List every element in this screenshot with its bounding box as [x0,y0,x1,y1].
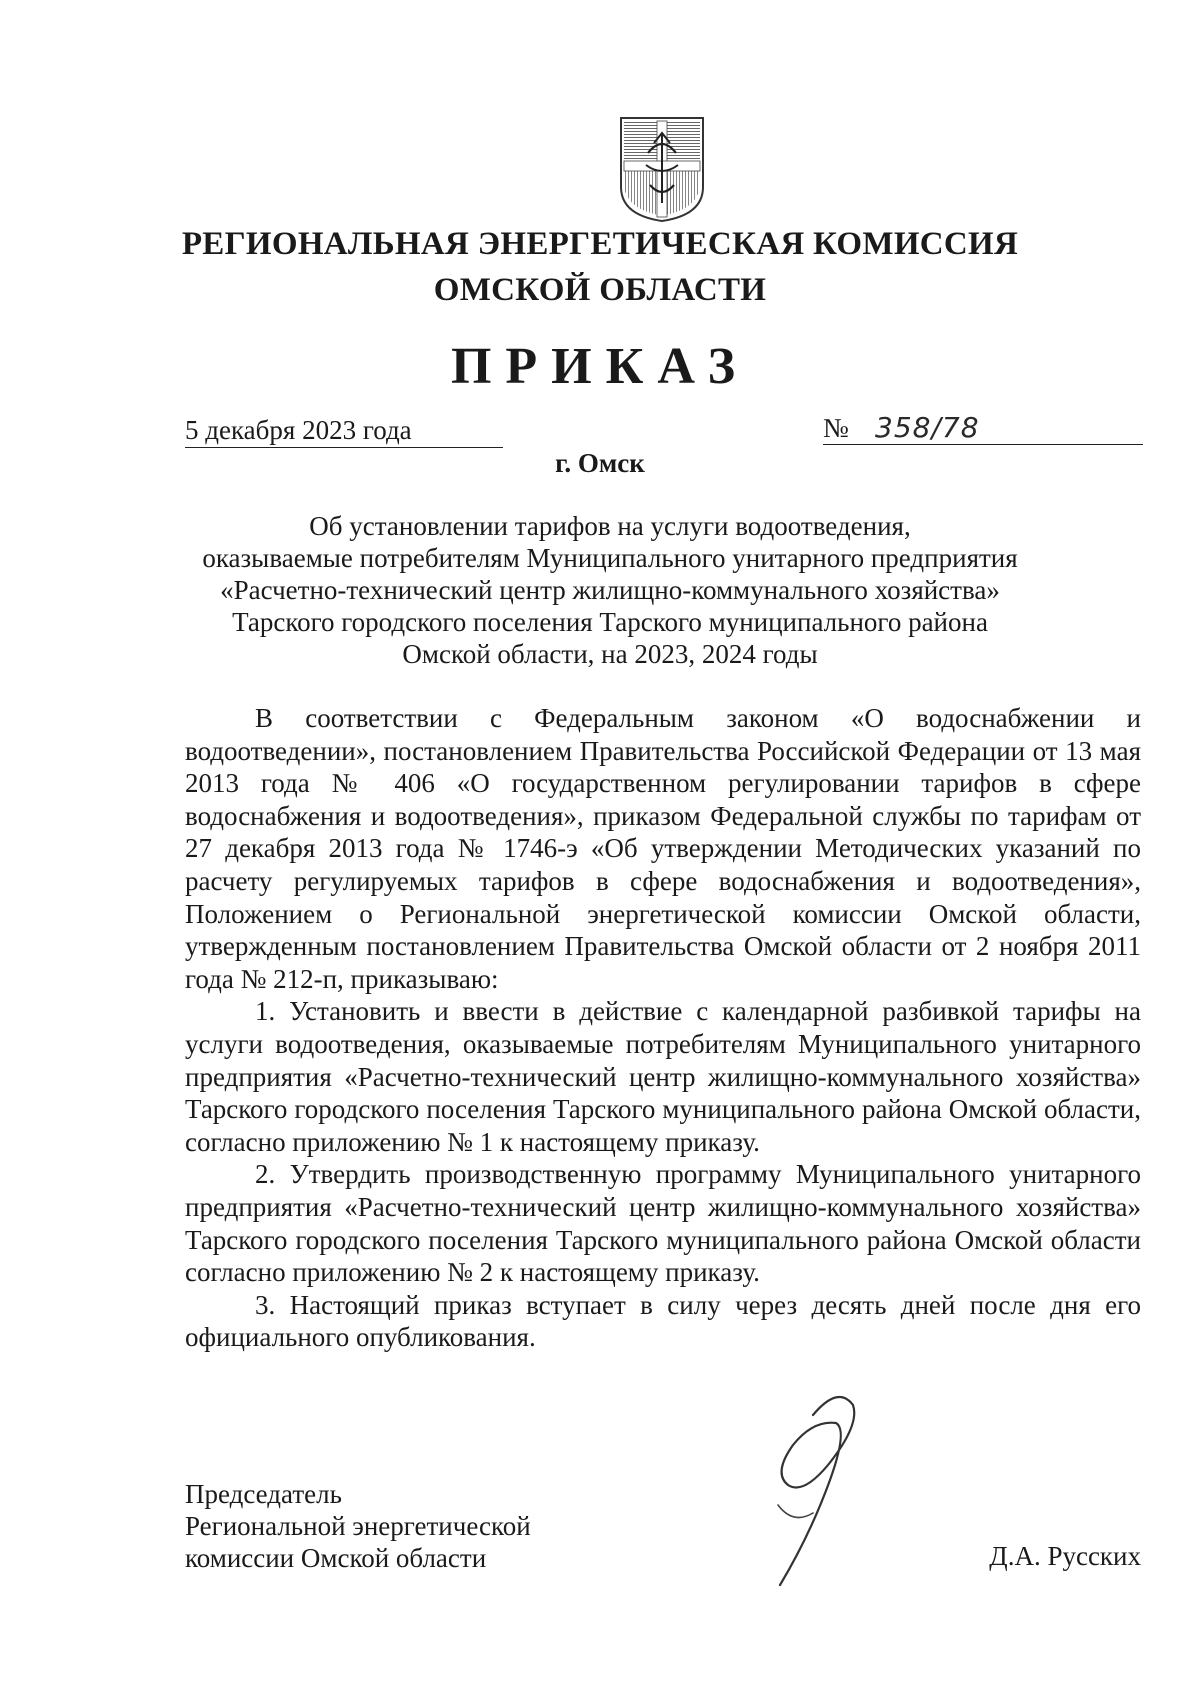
handwritten-signature-icon [718,1385,898,1600]
document-number-field [823,412,1143,445]
document-body [185,702,1141,1354]
subject-line: оказываемые потребителям Муниципального унитарного предприятия [202,543,1018,573]
subject-line: Тарского городского поселения Тарского муниципального района [232,607,988,637]
signer-name: Д.А. Русских [989,1541,1141,1571]
document-date: 5 декабря 2023 года [185,414,503,448]
order-item-3: 3. Настоящий приказ вступает в силу через десять дней после дня его официального опубликования. [185,1289,1141,1353]
order-item-2: 2. Утвердить производственную программу Муниципального унитарного предприятия «Расчетно-технический центр жилищно-коммунального хозяйства» Тарского городского поселения Тарского муниципального района Омской области согласно приложению № 2 к настоящему приказу. [185,1159,1141,1288]
document-city: г. Омск [555,448,645,478]
signer-title-line: комиссии Омской области [185,1543,487,1573]
document-subject [180,510,1040,670]
order-item-1: 1. Установить и ввести в действие с календарной разбивкой тарифы на услуги водоотведения, оказываемые потребителям Муниципального унитарного предприятия «Расчетно-технический центр жилищно-коммунального хозяйства» Тарского городского поселения Тарского муниципального района Омской области, согласно приложению № 1 к настоящему приказу. [185,996,1141,1157]
organization-title-line2: ОМСКОЙ ОБЛАСТИ [433,272,767,308]
subject-line: «Расчетно-технический центр жилищно-коммунального хозяйства» [220,575,1000,605]
subject-line: Об установлении тарифов на услуги водоотведения, [309,511,911,541]
signer-title [185,1478,531,1574]
organization-title-line1: РЕГИОНАЛЬНАЯ ЭНЕРГЕТИЧЕСКАЯ КОМИССИЯ [181,226,1019,262]
signer-title-line: Региональной энергетической [185,1511,531,1541]
document-number: 358/78 [875,411,980,444]
preamble-paragraph: В соответствии с Федеральным законом «О водоснабжении и водоотведении», постановлением Правительства Российской Федерации от 13 мая 2013 года № 406 «О государственном регулировании тарифов в сфере водоснабжения и водоотведения», приказом Федеральной службы по тарифам от 27 декабря 2013 года № 1746-э «Об утверждении Методических указаний по расчету регулируемых тарифов в сфере водоснабжения и водоотведения», Положением о Региональной энергетической комиссии Омской области, утвержденным постановлением Правительства Омской области от 2 ноября 2011 года № 212-п, приказываю: [185,703,1141,994]
signer-title-line: Председатель [185,1479,342,1509]
subject-line: Омской области, на 2023, 2024 годы [402,639,818,669]
number-sign: № [823,413,849,443]
document-type-title: ПРИКАЗ [450,338,750,395]
omsk-coat-of-arms-icon [618,115,706,223]
